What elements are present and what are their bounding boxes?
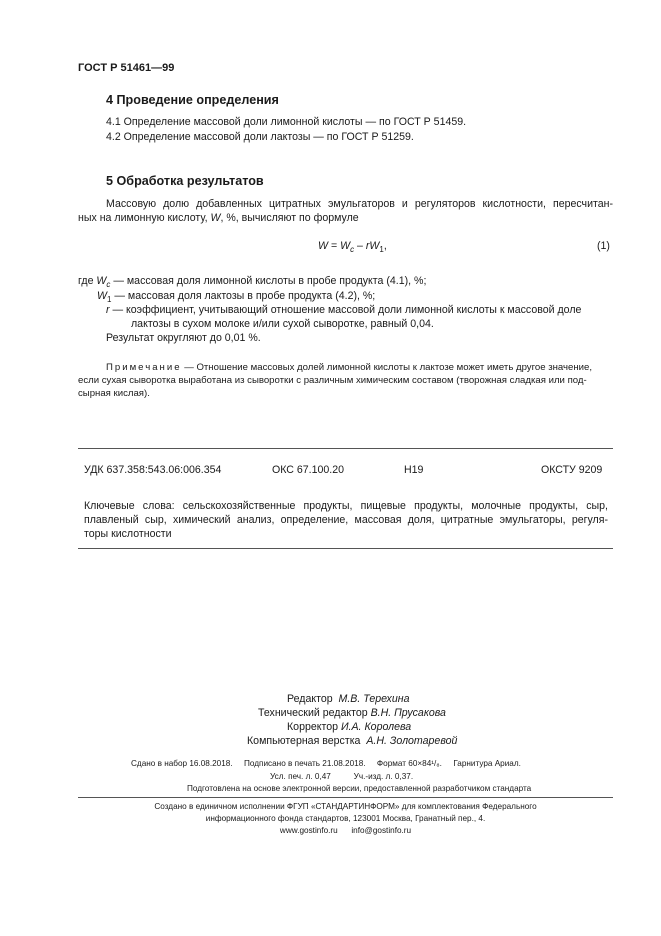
- credit-editor-label: Редактор: [287, 693, 333, 705]
- publisher-line-2: информационного фонда стандартов, 123001 Москва, Гранатный пер., 4.: [205, 814, 486, 823]
- note-line-1: [106, 362, 592, 373]
- keywords-line-3: торы кислотности: [84, 528, 172, 540]
- keywords-line-2: плавленый сыр, химический анализ, определение, массовая доля, цитратные эмульгаторы, регуля-: [84, 514, 608, 526]
- group-code: Н19: [404, 464, 424, 476]
- credit-corrector-name: И.А. Королева: [340, 721, 412, 733]
- rounding-rule: Результат округляют до 0,01 %.: [106, 332, 261, 344]
- divider-bottom: [78, 797, 613, 798]
- intro-symbol-w: W: [210, 212, 221, 224]
- formula-eq: =: [328, 240, 341, 252]
- imprint-line-3: Подготовлена на основе электронной версии, предоставленной разработчиком стандарта: [187, 784, 532, 793]
- formula-1: [318, 240, 387, 254]
- def-wc-symbol: W: [96, 275, 107, 287]
- definition-r-line-2: лактозы в сухом молоке и/или сухой сыворотке, равный 0,04.: [131, 318, 434, 330]
- credit-layout: [247, 735, 457, 747]
- imprint-line-2: Усл. печ. л. 0,47 Уч.-изд. л. 0,37.: [270, 772, 414, 781]
- credit-layout-name: А.Н. Золотаревой: [366, 735, 458, 747]
- def-wc-sub: c: [106, 280, 111, 290]
- credit-tech-editor-name: В.Н. Прусакова: [370, 707, 446, 719]
- document-code-header: ГОСТ Р 51461—99: [78, 62, 175, 74]
- divider-keywords: [78, 548, 613, 549]
- credit-layout-label: Компьютерная верстка: [247, 735, 361, 747]
- credit-editor: [287, 693, 409, 705]
- section-5-intro-line-1: Массовую долю добавленных цитратных эмульгаторов и регуляторов кислотности, пересчитан-: [106, 198, 613, 210]
- section-5-intro-line-2: [78, 212, 359, 224]
- definition-w1: [97, 290, 375, 304]
- intro-text-b: , %, вычисляют по формуле: [220, 212, 359, 224]
- formula-wc: W: [340, 240, 351, 252]
- definition-r: [106, 304, 581, 316]
- credit-editor-name: М.В. Терехина: [338, 693, 410, 705]
- formula-minus: –: [354, 240, 366, 252]
- def-w1-text: — массовая доля лактозы в пробе продукта (4.2), %;: [111, 290, 376, 302]
- def-r-text-1: — коэффициент, учитывающий отношение массовой доли лимонной кислоты к массовой доле: [109, 304, 582, 316]
- section-4-item-2: 4.2 Определение массовой доли лактозы — по ГОСТ Р 51259.: [106, 131, 414, 143]
- def-w1-symbol: W: [97, 290, 107, 302]
- where-word: где: [78, 275, 94, 287]
- formula-tail: ,: [383, 240, 387, 252]
- def-r-symbol: r: [106, 304, 110, 316]
- credit-corrector-label: Корректор: [287, 721, 339, 733]
- oks-code: ОКС 67.100.20: [272, 464, 345, 476]
- publisher-line-3: www.gostinfo.ru info@gostinfo.ru: [279, 826, 412, 835]
- formula-sub-1: 1: [379, 245, 384, 255]
- formula-number: (1): [597, 240, 610, 252]
- okstu-code: ОКСТУ 9209: [541, 464, 603, 476]
- udk-code: УДК 637.358:543.06:006.354: [84, 464, 222, 476]
- note-label: Примечание: [106, 362, 182, 373]
- formula-sub-c: c: [350, 245, 355, 255]
- keywords-line-1: Ключевые слова: сельскохозяйственные продукты, пищевые продукты, молочные продукты, сыр,: [84, 500, 608, 512]
- note-text-1: — Отношение массовых долей лимонной кислоты к лактозе может иметь другое значение,: [181, 362, 593, 373]
- note-line-2: если сухая сыворотка выработана из сыворотки с различным химическим составом (творожная сладкая или под-: [78, 375, 587, 386]
- intro-text-a: ных на лимонную кислоту,: [78, 212, 211, 224]
- note-line-3: сырная кислая).: [78, 388, 150, 399]
- publisher-line-1: Создано в единичном исполнении ФГУП «СТАНДАРТИНФОРМ» для комплектования Федерального: [154, 802, 537, 811]
- imprint-line-1: Сдано в набор 16.08.2018. Подписано в печать 21.08.2018. Формат 60×84¹/₈. Гарнитура Ариал.: [131, 759, 521, 768]
- divider-top: [78, 448, 613, 449]
- section-4-item-1: 4.1 Определение массовой доли лимонной кислоты — по ГОСТ Р 51459.: [106, 116, 467, 128]
- formula-w: W: [318, 240, 328, 252]
- def-wc-text: — массовая доля лимонной кислоты в пробе продукта (4.1), %;: [110, 275, 427, 287]
- credit-tech-editor-label: Технический редактор: [258, 707, 368, 719]
- section-4-title: 4 Проведение определения: [106, 93, 279, 107]
- formula-rw: rW: [365, 240, 380, 252]
- credit-tech-editor: [258, 707, 446, 719]
- def-w1-sub: 1: [107, 295, 112, 305]
- definition-wc: [78, 275, 426, 289]
- section-5-title: 5 Обработка результатов: [106, 174, 264, 188]
- credit-corrector: [287, 721, 411, 733]
